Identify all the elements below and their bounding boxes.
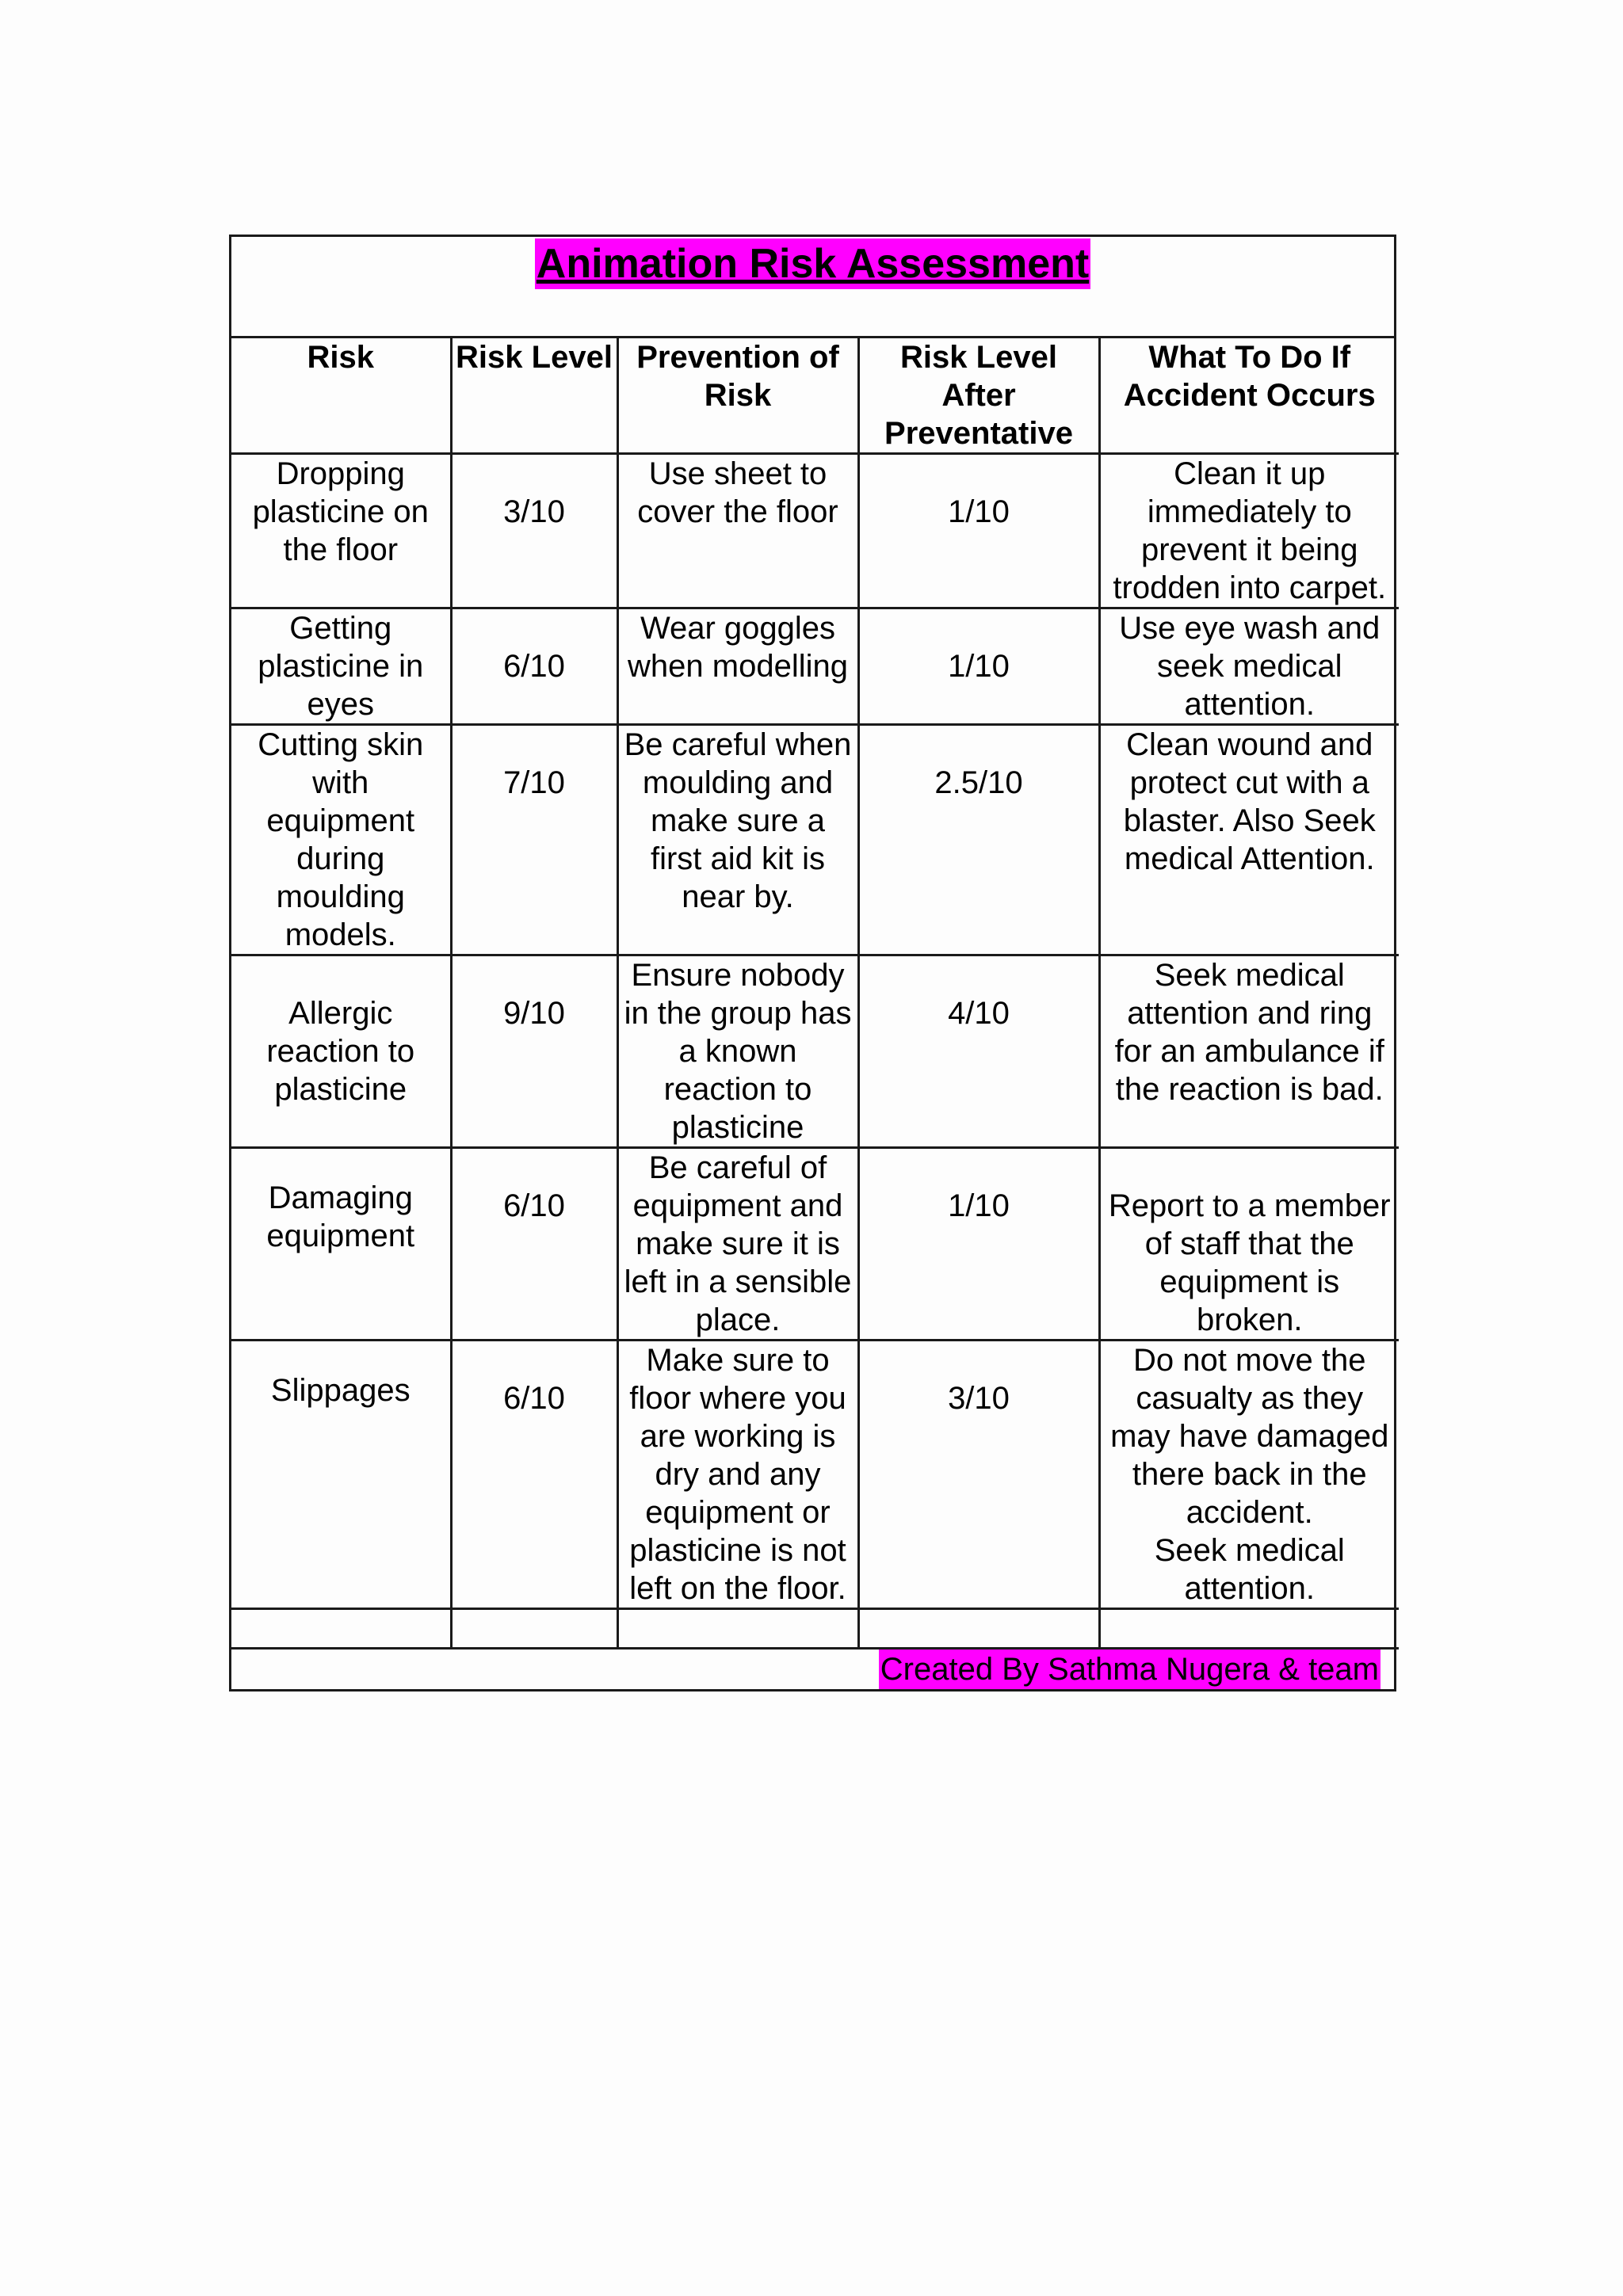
header-prevention: Prevention of Risk [617,338,858,454]
risk-level-cell: 9/10 [451,955,617,1148]
risk-cell: Damaging equipment [231,1148,451,1341]
risk-cell: Dropping plasticine on the floor [231,454,451,608]
header-risk-level: Risk Level [451,338,617,454]
risk-cell: Slippages [231,1341,451,1609]
empty-cell [451,1609,617,1649]
what-to-do-cell: Use eye wash and seek medical attention. [1099,608,1399,725]
empty-cell [231,1609,451,1649]
empty-cell [1099,1609,1399,1649]
table-row [231,608,1399,725]
what-to-do-cell: Do not move the casualty as they may have damaged there back in the accident. Seek medical attention. [1099,1341,1399,1609]
table-row [231,1148,1399,1341]
what-to-do-cell: Clean it up immediately to prevent it being trodden into carpet. [1099,454,1399,608]
title-row [231,237,1394,338]
risk-cell: Getting plasticine in eyes [231,608,451,725]
prevention-cell: Use sheet to cover the floor [617,454,858,608]
table-row [231,1341,1399,1609]
empty-row [231,1609,1399,1649]
table-row [231,454,1399,608]
header-risk: Risk [231,338,451,454]
risk-level-after-cell: 3/10 [858,1341,1099,1609]
risk-cell: Cutting skin with equipment during moulding models. [231,725,451,955]
header-what-to-do: What To Do If Accident Occurs [1099,338,1399,454]
footer-credit: Created By Sathma Nugera & team [879,1650,1381,1689]
risk-level-after-cell: 1/10 [858,1148,1099,1341]
what-to-do-cell: Report to a member of staff that the equipment is broken. [1099,1148,1399,1341]
prevention-cell: Ensure nobody in the group has a known reaction to plasticine [617,955,858,1148]
risk-table [231,338,1399,1650]
risk-level-cell: 7/10 [451,725,617,955]
risk-level-cell: 6/10 [451,1148,617,1341]
table-header-row [231,338,1399,454]
what-to-do-cell: Clean wound and protect cut with a blaster. Also Seek medical Attention. [1099,725,1399,955]
risk-level-after-cell: 2.5/10 [858,725,1099,955]
prevention-cell: Be careful when moulding and make sure a first aid kit is near by. [617,725,858,955]
footer-row [231,1650,1394,1689]
table-row [231,955,1399,1148]
risk-level-after-cell: 1/10 [858,608,1099,725]
what-to-do-cell: Seek medical attention and ring for an ambulance if the reaction is bad. [1099,955,1399,1148]
prevention-cell: Wear goggles when modelling [617,608,858,725]
header-risk-level-after: Risk Level After Preventative [858,338,1099,454]
risk-cell: Allergic reaction to plasticine [231,955,451,1148]
risk-level-cell: 6/10 [451,1341,617,1609]
risk-level-after-cell: 4/10 [858,955,1099,1148]
table-row [231,725,1399,955]
empty-cell [617,1609,858,1649]
risk-assessment-sheet [229,235,1396,1691]
prevention-cell: Be careful of equipment and make sure it is left in a sensible place. [617,1148,858,1341]
empty-cell [858,1609,1099,1649]
prevention-cell: Make sure to floor where you are working is dry and any equipment or plasticine is not left on the floor. [617,1341,858,1609]
document-title: Animation Risk Assessment [535,238,1090,289]
risk-level-cell: 6/10 [451,608,617,725]
risk-level-after-cell: 1/10 [858,454,1099,608]
risk-level-cell: 3/10 [451,454,617,608]
